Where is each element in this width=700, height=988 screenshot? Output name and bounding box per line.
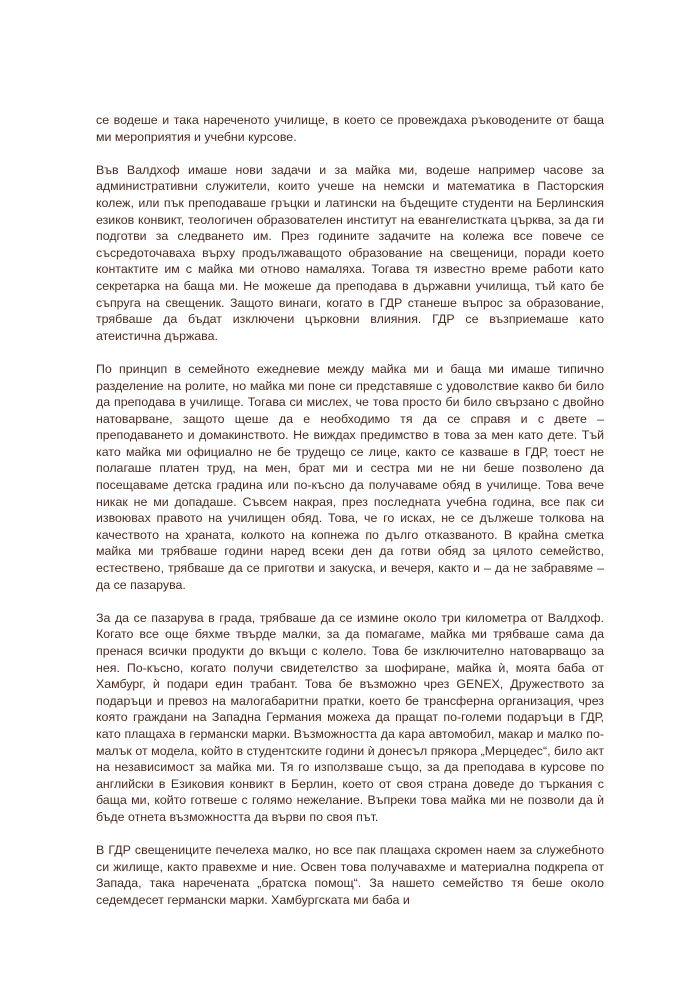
paragraph: За да се пазарува в града, трябваше да се измине около три километра от Валдхоф. Когато все още бяхме твърде малки, за да помагаме, майка ми трябваше сама да пренася всички продукти до вкъщи с колело. Това бе изключително натоварващо за нея. По-късно, когато получи свидетелство за шофиране, майка ѝ, моята баба от Хамбург, ѝ подари един трабант. Това бе възможно чрез GENEX, Дружеството за подаръци и превоз на малогабаритни пратки, което бе трансферна организация, чрез която граждани на Западна Германия можеха да пращат по-големи подаръци в ГДР, като плащаха в германски марки. Възможността да кара автомобил, макар и малко по-малък от модела, който в студентските години ѝ донесъл прякора „Мерцедес“, било акт на независимост за майка ми. Тя го използваше също, за да преподава в курсове по английски в Езиковия конвикт в Берлин, което от своя страна доведе до търкания с баща ми, който готвеше с голямо нежелание. Въпреки това майка ми не позволи да ѝ бъде отнета възможността да върви по своя път. (96, 610, 604, 824)
paragraph: По принцип в семейното ежедневие между майка ми и баща ми имаше типично разделение на ролите, но майка ми поне си представяше с удоволствие какво би било да преподава в училище. Тогава си мислех, че това просто би било свързано с двойно натоварване, защото щеше да е необходимо тя да се справя и с двете – преподаването и домакинството. Не виждах предимство в това за мен като дете. Тъй като майка ми официално не бе трудещо се лице, както се казваше в ГДР, тоест не полагаше платен труд, на мен, брат ми и сестра ми не ни беше позволено да посещаваме детска градина или по-късно да получаваме обяд в училище. Това вече никак не ми допадаше. Съвсем накрая, през последната учебна година, все пак си извоювах правото на училищен обяд. Това, че го исках, не се дължеше толкова на качеството на храната, колкото на копнежа по дълго отказваното. В крайна сметка майка ми трябваше години наред всеки ден да готви обяд за цялото семейство, естествено, трябваше да се приготви и закуска, и вечеря, както и – да не забравяме – да се пазарува. (96, 361, 604, 592)
document-page (96, 112, 604, 925)
paragraph: В ГДР свещениците печелеха малко, но все пак плащаха скромен наем за служебното си жилище, както правехме и ние. Освен това получавахме и материална подкрепа от Запада, така наречената „братска помощ“. За нашето семейство тя беше около седемдесет германски марки. Хамбургската ми баба и (96, 843, 604, 907)
paragraph: Във Валдхоф имаше нови задачи и за майка ми, водеше например часове за административни служители, които учеше на немски и математика в Пасторския колеж, или пък преподаваше гръцки и латински на бъдещите студенти на Берлинския езиков конвикт, теологичен образователен институт на евангелистката църква, за да ги подготви за следването им. През годините задачите на колежа все повече се съсредоточаваха върху продължаващото образование на свещеници, поради което контактите им с майка ми отново намаляха. Тогава тя известно време работи като секретарка на баща ми. Не можеше да преподава в държавни училища, тъй като бе съпруга на свещеник. Защото винаги, когато в ГДР станеше въпрос за образование, трябваше да бъдат изключени църковни влияния. ГДР се възприемаше като атеистична държава. (96, 162, 604, 343)
paragraph: се водеше и така нареченото училище, в което се провеждаха ръководените от баща ми мероприятия и учебни курсове. (96, 113, 604, 144)
